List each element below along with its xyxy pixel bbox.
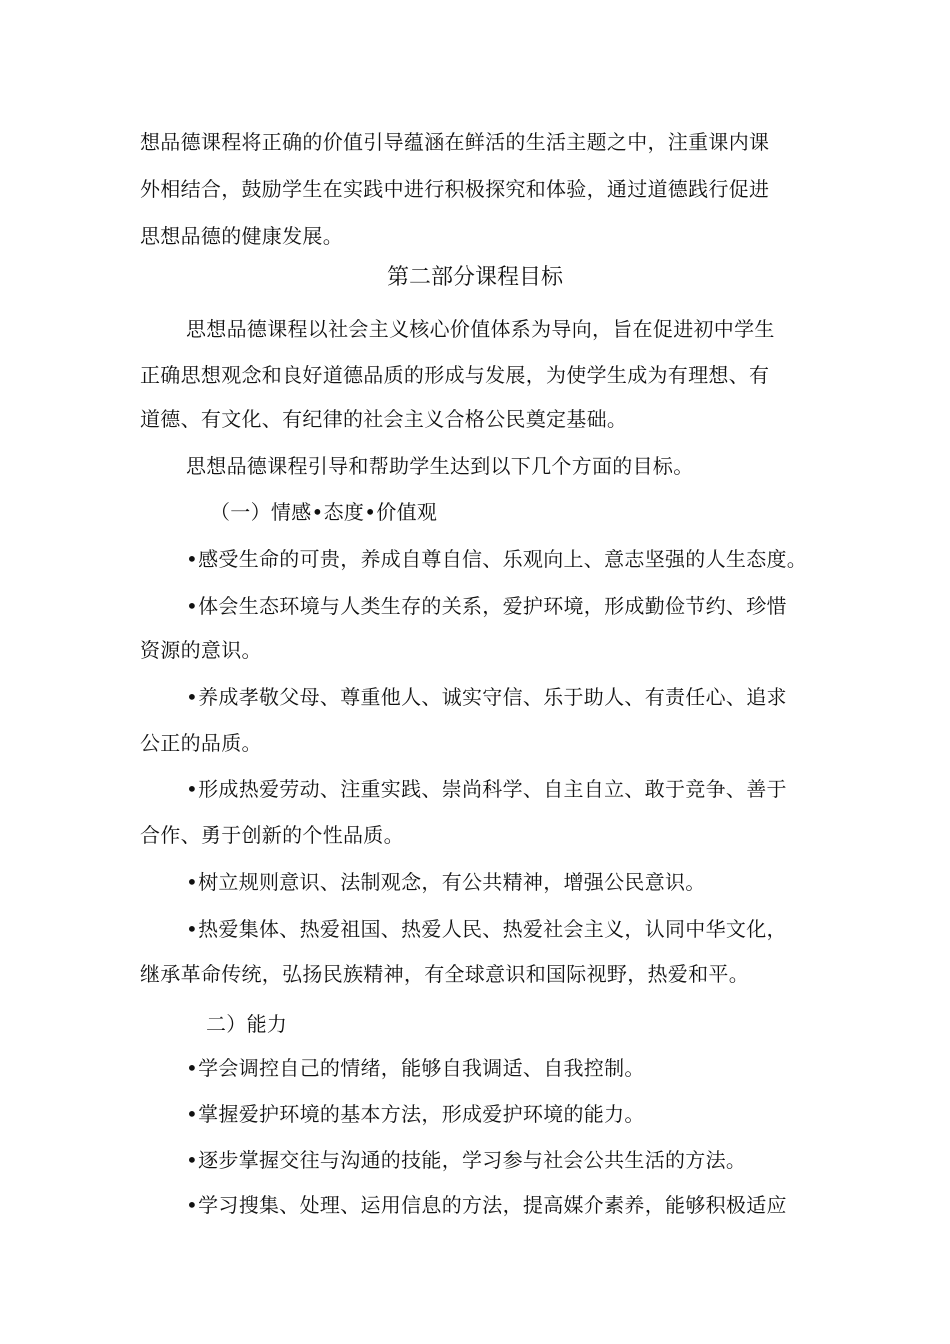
subsection-heading: 二）能力 [206, 1012, 288, 1036]
paragraph-line: 道德、有文化、有纪律的社会主义合格公民奠定基础。 [140, 407, 628, 431]
list-item-continuation: 合作、勇于创新的个性品质。 [140, 823, 404, 847]
list-item: •学会调控自己的情绪，能够自我调适、自我控制。 [186, 1056, 645, 1080]
list-item: •热爱集体、热爱祖国、热爱人民、热爱社会主义，认同中华文化， [186, 917, 787, 941]
list-item: •形成热爱劳动、注重实践、崇尚科学、自主自立、敢于竞争、善于 [186, 777, 787, 801]
paragraph-line: 思想品德课程以社会主义核心价值体系为导向，旨在促进初中学生 [186, 317, 775, 341]
list-item: •学习搜集、处理、运用信息的方法，提高媒介素养，能够积极适应 [186, 1193, 787, 1217]
subsection-heading: （一）情感•态度•价值观 [210, 500, 438, 524]
section-title: 第二部分课程目标 [386, 265, 563, 290]
list-item: •体会生态环境与人类生存的关系，爱护环境，形成勤俭节约、珍惜 [186, 594, 787, 618]
list-item-continuation: 公正的品质。 [140, 731, 262, 755]
list-item: •树立规则意识、法制观念，有公共精神，增强公民意识。 [186, 870, 706, 894]
list-item-continuation: 继承革命传统，弘扬民族精神，有全球意识和国际视野，热爱和平。 [140, 962, 749, 986]
paragraph-line: 思想品德课程引导和帮助学生达到以下几个方面的目标。 [186, 454, 694, 478]
list-item-continuation: 资源的意识。 [140, 638, 262, 662]
intro-line: 思想品德的健康发展。 [140, 224, 343, 248]
list-item: •养成孝敬父母、尊重他人、诚实守信、乐于助人、有责任心、追求 [186, 685, 787, 709]
list-item: •掌握爱护环境的基本方法，形成爱护环境的能力。 [186, 1102, 645, 1126]
list-item: •感受生命的可贵，养成自尊自信、乐观向上、意志坚强的人生态度。 [186, 547, 808, 571]
intro-line: 想品德课程将正确的价值引导蕴涵在鲜活的生活主题之中，注重课内课 [140, 130, 770, 154]
paragraph-line: 正确思想观念和良好道德品质的形成与发展，为使学生成为有理想、有 [140, 363, 770, 387]
intro-line: 外相结合，鼓励学生在实践中进行积极探究和体验，通过道德践行促进 [140, 177, 770, 201]
list-item: •逐步掌握交往与沟通的技能，学习参与社会公共生活的方法。 [186, 1148, 747, 1172]
